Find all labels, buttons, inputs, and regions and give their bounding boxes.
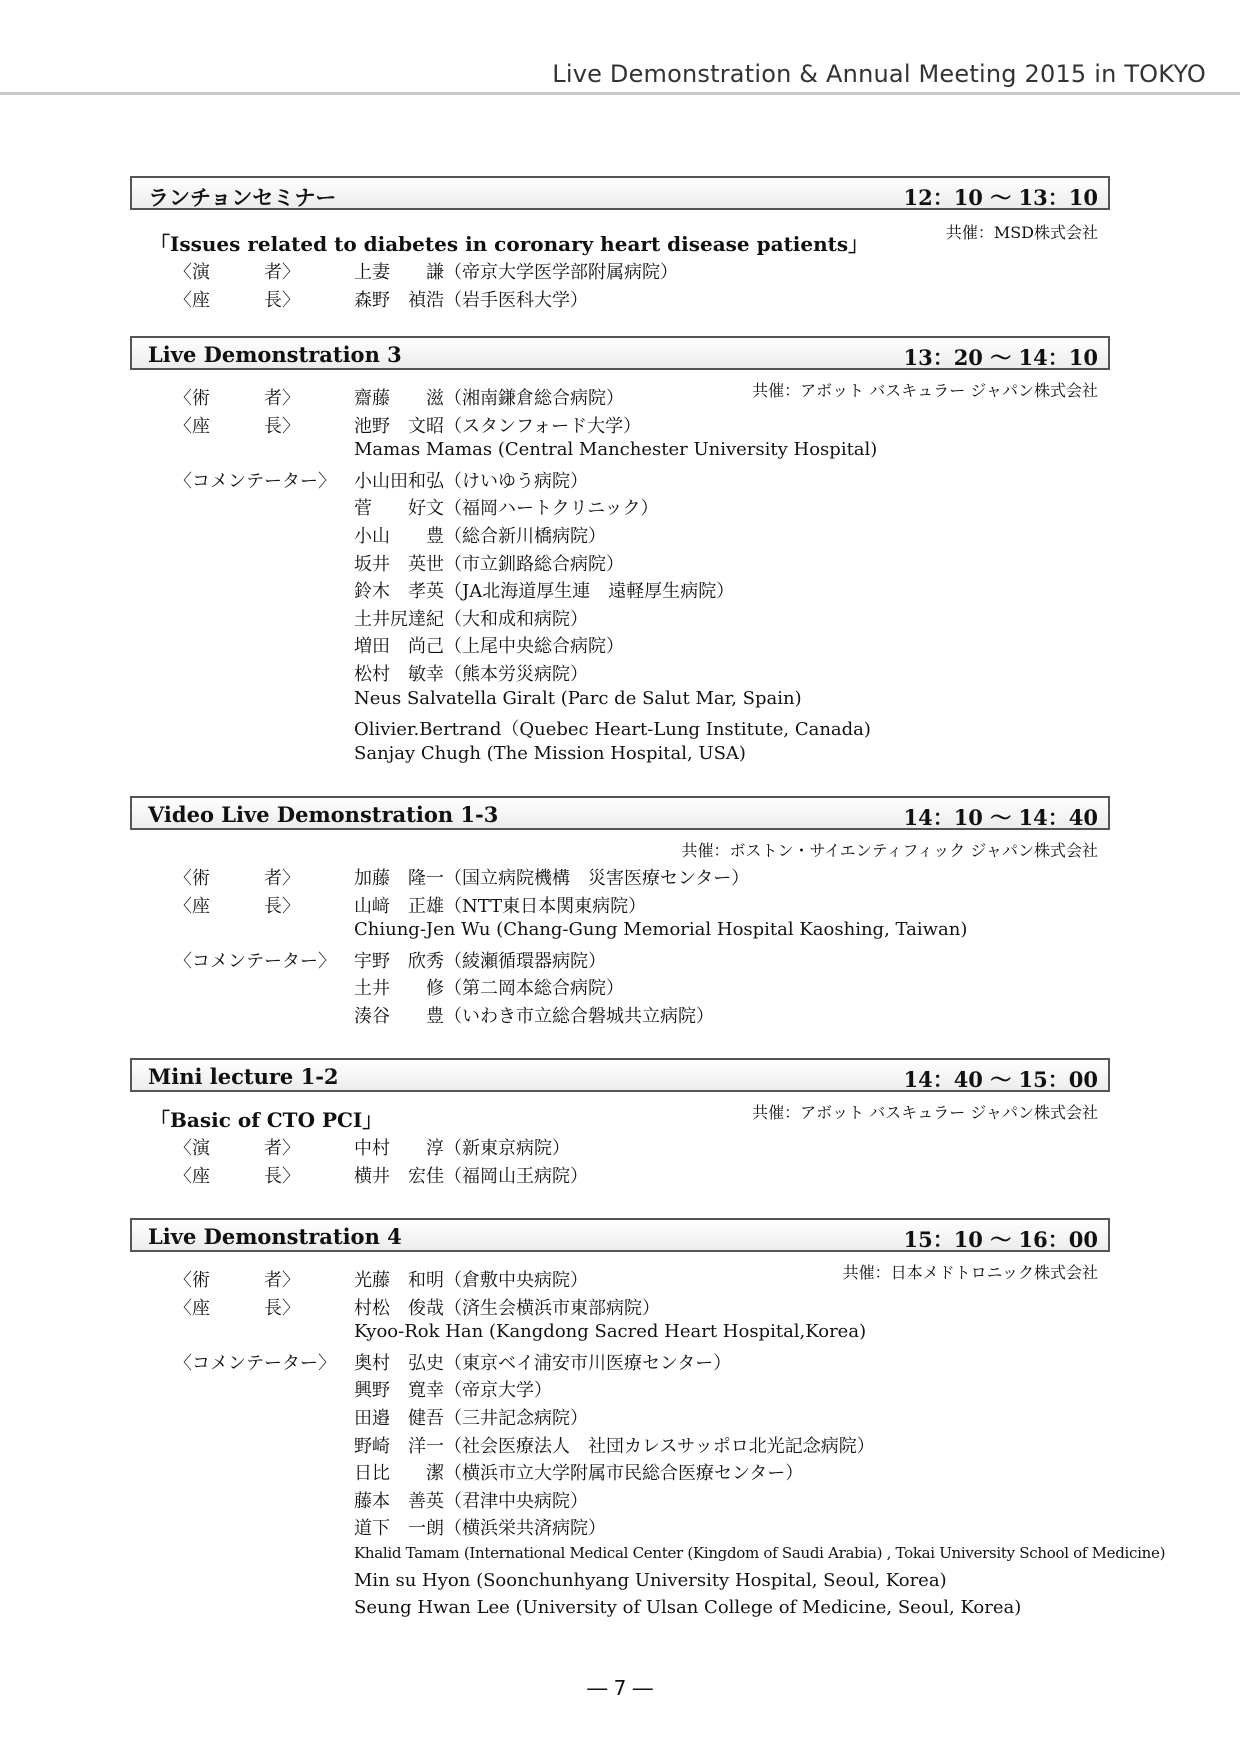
session-sponsor: 共催：アボット バスキュラー ジャパン株式会社 [752, 381, 1098, 400]
participant-name: 土井 修（第二岡本総合病院） [354, 978, 624, 1000]
participant-name: 日比 潔（横浜市立大学附属市民総合医療センター） [354, 1463, 804, 1485]
session-header-bar [130, 1058, 1110, 1092]
participant-name: 齋藤 滋（湘南鎌倉総合病院） [354, 388, 624, 409]
participant-name: 池野 文昭（スタンフォード大学） [354, 415, 642, 437]
participant-name: 菅 好文（福岡ハートクリニック） [354, 498, 659, 520]
participant-name: Kyoo-Rok Han (Kangdong Sacred Heart Hospital,Korea) [354, 1321, 867, 1343]
session-block [130, 1218, 1166, 1619]
session-time: 12：10 ～ 13：10 [903, 185, 1098, 210]
session-time: 14：10 ～ 14：40 [903, 805, 1098, 830]
participant-role: 〈術 者〉 [174, 1270, 300, 1291]
session-header-bar [130, 176, 1110, 210]
session-header-bar [130, 1218, 1110, 1252]
participant-name: 田邉 健吾（三井記念病院） [354, 1408, 588, 1429]
participant-role: 〈コメンテーター〉 [174, 470, 336, 492]
participant-name: 村松 俊哉（済生会横浜市東部病院） [354, 1297, 660, 1319]
conference-title: Live Demonstration & Annual Meeting 2015 in TOKYO [552, 60, 1206, 88]
session-block [130, 796, 1110, 1027]
participant-name: 藤本 善英（君津中央病院） [354, 1490, 588, 1512]
session-header-bar [130, 796, 1110, 830]
participant-name: 宇野 欣秀（綾瀬循環器病院） [354, 950, 606, 972]
session-sponsor: 共催：アボット バスキュラー ジャパン株式会社 [752, 1103, 1098, 1122]
session-title: Video Live Demonstration 1-3 [148, 802, 499, 827]
session-time: 15：10 ～ 16：00 [903, 1227, 1098, 1252]
participant-name: 光藤 和明（倉敷中央病院） [354, 1270, 588, 1291]
lecture-title: 「Basic of CTO PCI」 [150, 1108, 383, 1132]
participant-name: Mamas Mamas (Central Manchester University Hospital) [354, 439, 878, 461]
participant-name: 土井尻達紀（大和成和病院） [354, 608, 588, 630]
participant-name: 坂井 英世（市立釧路総合病院） [354, 553, 624, 575]
page-header [0, 0, 1240, 96]
session-time: 14：40 ～ 15：00 [903, 1067, 1098, 1092]
session-block [130, 336, 1110, 764]
session-sponsor: 共催：ボストン・サイエンティフィック ジャパン株式会社 [681, 841, 1098, 860]
participant-name: 小山田和弘（けいゆう病院） [354, 470, 588, 492]
session-sponsor: 共催：日本メドトロニック株式会社 [842, 1263, 1098, 1282]
participant-name: Olivier.Bertrand（Quebec Heart-Lung Institute, Canada) [354, 719, 871, 741]
participant-role: 〈座 長〉 [174, 1165, 300, 1187]
session-title: Mini lecture 1-2 [148, 1064, 339, 1089]
participant-name: Neus Salvatella Giralt (Parc de Salut Mar, Spain) [354, 687, 802, 709]
session-header-bar [130, 336, 1110, 370]
lecture-title: 「Issues related to diabetes in coronary heart disease patients」 [150, 232, 869, 256]
participant-name: 山﨑 正雄（NTT東日本関東病院） [354, 895, 647, 917]
participant-role: 〈演 者〉 [174, 1138, 300, 1159]
participant-name: Sanjay Chugh (The Mission Hospital, USA) [354, 742, 746, 764]
participant-name: 横井 宏佳（福岡山王病院） [354, 1165, 588, 1187]
session-title: Live Demonstration 4 [148, 1224, 402, 1249]
participant-name: 増田 尚己（上尾中央総合病院） [354, 636, 624, 658]
participant-role: 〈コメンテーター〉 [174, 1352, 336, 1374]
participant-role: 〈演 者〉 [174, 262, 300, 283]
session-time: 13：20 ～ 14：10 [903, 345, 1098, 370]
participant-role: 〈コメンテーター〉 [174, 950, 336, 972]
participant-role: 〈座 長〉 [174, 895, 300, 917]
participant-name: 小山 豊（総合新川橋病院） [354, 526, 606, 547]
participant-name: Khalid Tamam (International Medical Center (Kingdom of Saudi Arabia) , Tokai University School of Medicine) [354, 1544, 1166, 1562]
participant-role: 〈座 長〉 [174, 1297, 300, 1319]
participant-name: 鈴木 孝英（JA北海道厚生連 遠軽厚生病院） [354, 581, 735, 603]
participant-name: 野崎 洋一（社会医療法人 社団カレスサッポロ北光記念病院） [354, 1435, 875, 1457]
participant-name: 松村 敏幸（熊本労災病院） [354, 664, 588, 685]
page-number: ― 7 ― [587, 1676, 653, 1700]
participant-name: 加藤 隆一（国立病院機構 災害医療センター） [354, 868, 750, 889]
participant-name: Seung Hwan Lee (University of Ulsan College of Medicine, Seoul, Korea) [354, 1597, 1022, 1619]
participant-role: 〈座 長〉 [174, 289, 300, 311]
header-rule [0, 92, 1240, 95]
participant-name: Chiung-Jen Wu (Chang-Gung Memorial Hospital Kaoshing, Taiwan) [354, 919, 968, 941]
session-block [130, 176, 1110, 311]
participant-name: 道下 一朗（横浜栄共済病院） [354, 1518, 606, 1540]
participant-name: 中村 淳（新東京病院） [354, 1138, 570, 1159]
session-sponsor: 共催：MSD株式会社 [945, 223, 1098, 242]
participant-name: Min su Hyon (Soonchunhyang University Hospital, Seoul, Korea) [354, 1569, 947, 1591]
participant-name: 上妻 謙（帝京大学医学部附属病院） [354, 262, 678, 283]
participant-role: 〈術 者〉 [174, 868, 300, 889]
participant-role: 〈術 者〉 [174, 388, 300, 409]
participant-name: 興野 寛幸（帝京大学） [354, 1380, 552, 1402]
session-title: ランチョンセミナー [148, 185, 337, 210]
participant-name: 森野 禎浩（岩手医科大学） [354, 289, 588, 311]
participant-role: 〈座 長〉 [174, 415, 300, 437]
participant-name: 湊谷 豊（いわき市立総合磐城共立病院） [354, 1006, 714, 1027]
participant-name: 奥村 弘史（東京ベイ浦安市川医療センター） [354, 1352, 732, 1374]
session-block [130, 1058, 1110, 1187]
session-title: Live Demonstration 3 [148, 342, 402, 367]
